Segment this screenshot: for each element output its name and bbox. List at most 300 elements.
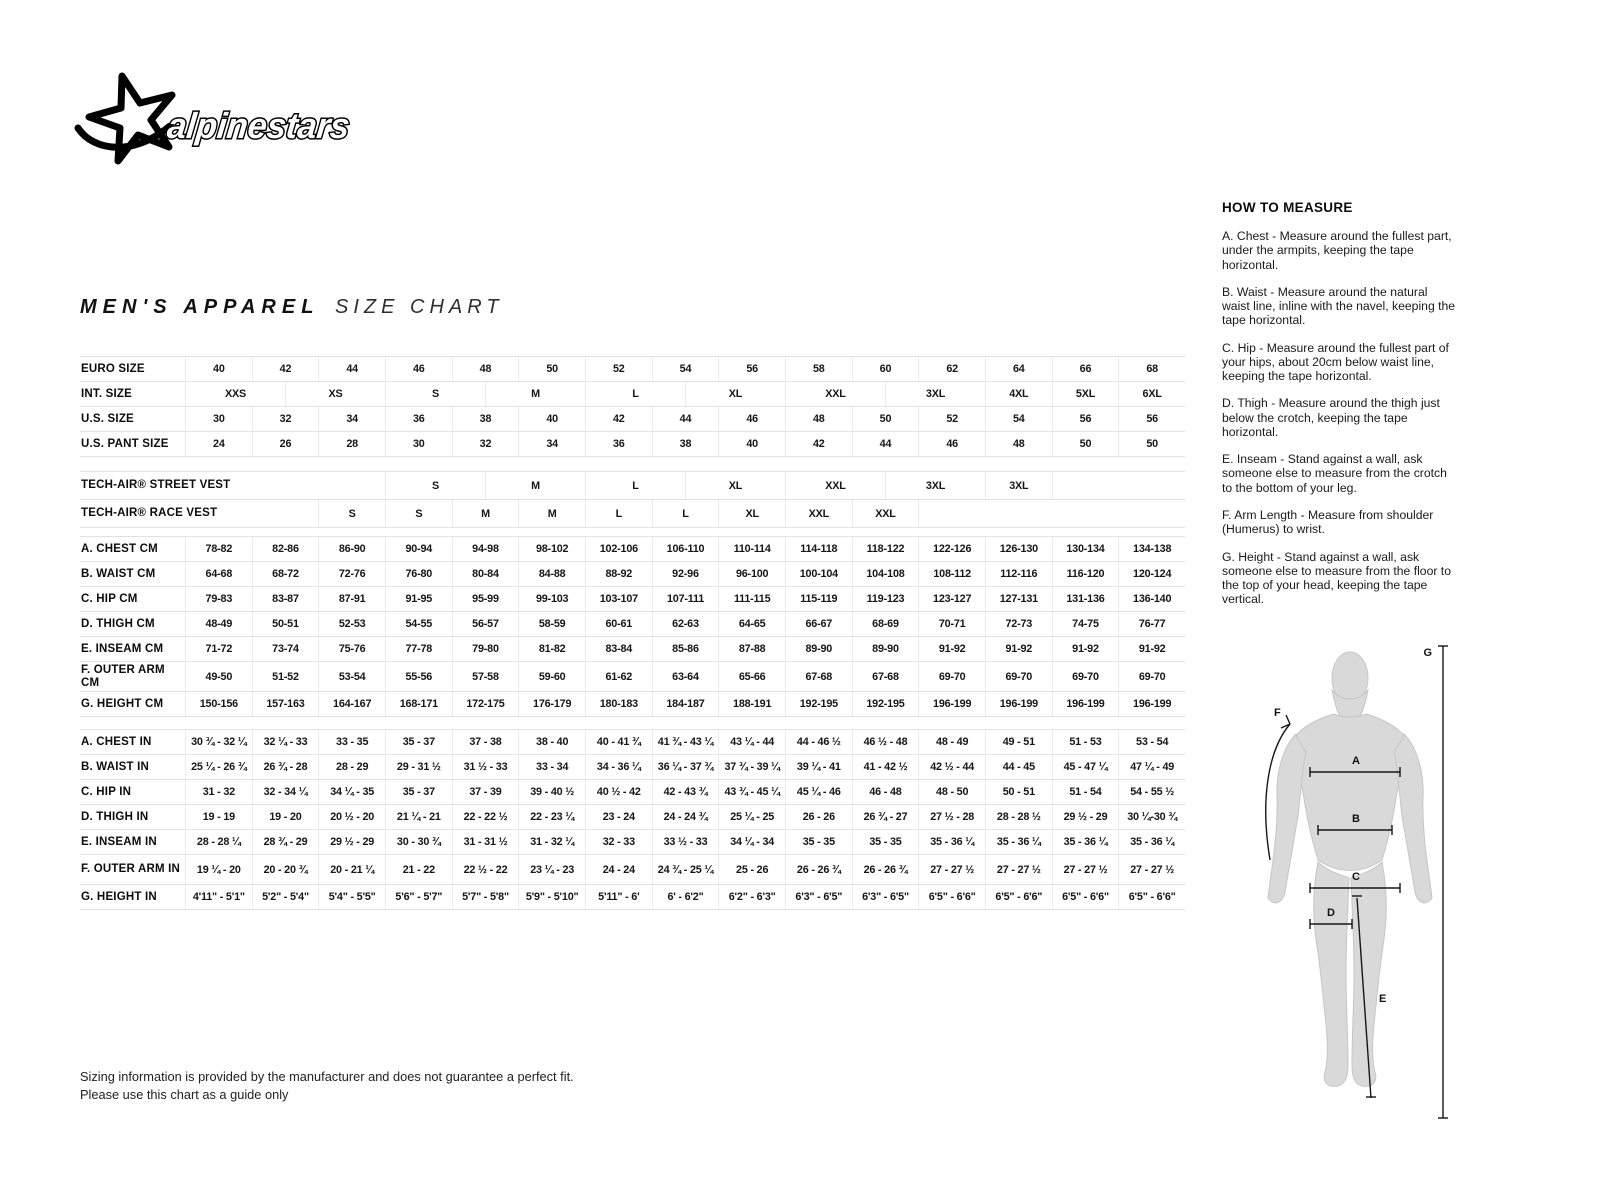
size-cell: 180-183 bbox=[585, 692, 652, 716]
size-cell: 46 bbox=[918, 432, 985, 456]
size-cell: 5'2" - 5'4" bbox=[252, 885, 319, 909]
size-cell: 31 ½ - 33 bbox=[452, 755, 519, 779]
row-label: E. INSEAM CM bbox=[81, 642, 164, 655]
row-label: A. CHEST CM bbox=[81, 542, 158, 555]
size-cell: 23 ¼ - 23 bbox=[518, 855, 585, 884]
size-cell: 104-108 bbox=[852, 562, 919, 586]
label-d: D bbox=[1327, 907, 1335, 919]
size-cell: 45 ¼ - 46 bbox=[785, 780, 852, 804]
size-cell: 88-92 bbox=[585, 562, 652, 586]
size-cell: 28 - 28 ½ bbox=[985, 805, 1052, 829]
size-cell: 28 - 28 ¼ bbox=[185, 830, 252, 854]
size-cell: 37 ¾ - 39 ¼ bbox=[718, 755, 785, 779]
size-cell: M bbox=[518, 500, 585, 527]
size-cell: 51 - 53 bbox=[1052, 730, 1119, 754]
size-cell: 50 bbox=[852, 407, 919, 431]
size-cell: 29 ½ - 29 bbox=[318, 830, 385, 854]
size-cell: 83-87 bbox=[252, 587, 319, 611]
row-label: D. THIGH CM bbox=[81, 617, 155, 630]
size-cell: 102-106 bbox=[585, 537, 652, 561]
size-cell: 30 bbox=[185, 407, 252, 431]
size-cell: 196-199 bbox=[1052, 692, 1119, 716]
size-cell: 35 - 36 ¼ bbox=[985, 830, 1052, 854]
row-label: E. INSEAM IN bbox=[81, 835, 157, 848]
size-cell: 168-171 bbox=[385, 692, 452, 716]
row-label: G. HEIGHT IN bbox=[81, 890, 157, 903]
table-row bbox=[80, 755, 1185, 780]
size-cell: 112-116 bbox=[985, 562, 1052, 586]
measure-instruction-inseam: E. Inseam - Stand against a wall, ask someone else to measure from the crotch to the bottom of your leg. bbox=[1222, 452, 1447, 495]
size-cell: 5'6" - 5'7" bbox=[385, 885, 452, 909]
table-row bbox=[80, 780, 1185, 805]
size-cell: 98-102 bbox=[518, 537, 585, 561]
measure-instruction-thigh: D. Thigh - Measure around the thigh just below the crotch, keeping the tape horizontal. bbox=[1222, 396, 1440, 439]
size-cell: L bbox=[652, 500, 719, 527]
label-a: A bbox=[1352, 755, 1360, 767]
size-cell: 28 - 29 bbox=[318, 755, 385, 779]
size-cell: 27 - 27 ½ bbox=[1052, 855, 1119, 884]
size-cell: 31 - 32 ¼ bbox=[518, 830, 585, 854]
size-cell: 172-175 bbox=[452, 692, 519, 716]
size-cell: 34 - 36 ¼ bbox=[585, 755, 652, 779]
size-cell: 85-86 bbox=[652, 637, 719, 661]
size-cell: 192-195 bbox=[785, 692, 852, 716]
size-cell: 76-80 bbox=[385, 562, 452, 586]
size-cell: 40 ½ - 42 bbox=[585, 780, 652, 804]
size-cell: 76-77 bbox=[1118, 612, 1185, 636]
size-cell: 48 bbox=[985, 432, 1052, 456]
size-cell: 6'3" - 6'5" bbox=[785, 885, 852, 909]
size-cell: 26 ¾ - 27 bbox=[852, 805, 919, 829]
table-row bbox=[80, 562, 1185, 587]
size-cell: 25 - 26 bbox=[718, 855, 785, 884]
size-cell: 40 bbox=[718, 432, 785, 456]
size-cell: 3XL bbox=[885, 472, 985, 499]
size-cell: 115-119 bbox=[785, 587, 852, 611]
size-cell: 107-111 bbox=[652, 587, 719, 611]
row-label: EURO SIZE bbox=[81, 362, 145, 375]
size-cell: 68 bbox=[1118, 357, 1185, 381]
row-label: D. THIGH IN bbox=[81, 810, 149, 823]
table-section-in bbox=[80, 729, 1185, 910]
size-cell: 92-96 bbox=[652, 562, 719, 586]
size-cell: 6'5" - 6'6" bbox=[918, 885, 985, 909]
size-cell: 4'11" - 5'1" bbox=[185, 885, 252, 909]
size-cell: L bbox=[585, 500, 652, 527]
table-row bbox=[80, 407, 1185, 432]
size-cell: 36 ¼ - 37 ¾ bbox=[652, 755, 719, 779]
size-cell: 50 bbox=[1052, 432, 1119, 456]
size-cell: 21 - 22 bbox=[385, 855, 452, 884]
size-cell: 99-103 bbox=[518, 587, 585, 611]
size-table bbox=[80, 356, 1185, 910]
size-cell: 6'5" - 6'6" bbox=[1052, 885, 1119, 909]
table-row bbox=[80, 612, 1185, 637]
size-cell: 48-49 bbox=[185, 612, 252, 636]
size-cell: M bbox=[485, 472, 585, 499]
size-cell: 66-67 bbox=[785, 612, 852, 636]
row-label: C. HIP IN bbox=[81, 785, 132, 798]
size-cell: XL bbox=[718, 500, 785, 527]
how-to-measure-title: HOW TO MEASURE bbox=[1222, 200, 1353, 215]
size-cell: 31 - 31 ½ bbox=[452, 830, 519, 854]
how-to-measure-panel bbox=[1222, 200, 1456, 620]
size-cell: 28 bbox=[318, 432, 385, 456]
size-cell: 27 - 27 ½ bbox=[985, 855, 1052, 884]
size-cell: 67-68 bbox=[852, 662, 919, 691]
row-label: TECH-AIR® STREET VEST bbox=[81, 479, 231, 492]
size-cell: 36 bbox=[585, 432, 652, 456]
size-cell: 42 ½ - 44 bbox=[918, 755, 985, 779]
size-cell: M bbox=[485, 382, 585, 406]
size-cell: 32 ¼ - 33 bbox=[252, 730, 319, 754]
size-cell: 79-83 bbox=[185, 587, 252, 611]
size-cell: 120-124 bbox=[1118, 562, 1185, 586]
size-cell: 64-68 bbox=[185, 562, 252, 586]
size-cell: 30 bbox=[385, 432, 452, 456]
size-cell: L bbox=[585, 382, 685, 406]
size-cell: 51-52 bbox=[252, 662, 319, 691]
size-cell: 42 bbox=[785, 432, 852, 456]
size-cell: 42 - 43 ¾ bbox=[652, 780, 719, 804]
size-cell: 119-123 bbox=[852, 587, 919, 611]
alpinestars-logo bbox=[72, 64, 362, 168]
size-cell: XL bbox=[685, 382, 785, 406]
size-cell: 38 bbox=[652, 432, 719, 456]
size-cell: 34 ¼ - 35 bbox=[318, 780, 385, 804]
size-cell: 68-72 bbox=[252, 562, 319, 586]
size-cell: 29 - 31 ½ bbox=[385, 755, 452, 779]
size-cell: 36 bbox=[385, 407, 452, 431]
table-row bbox=[80, 885, 1185, 910]
table-row bbox=[80, 692, 1185, 717]
size-cell: 32 - 34 ¼ bbox=[252, 780, 319, 804]
size-cell: 46 - 48 bbox=[852, 780, 919, 804]
size-cell: 122-126 bbox=[918, 537, 985, 561]
size-cell: 46 ½ - 48 bbox=[852, 730, 919, 754]
size-cell: 35 - 35 bbox=[852, 830, 919, 854]
size-cell: 24 - 24 bbox=[585, 855, 652, 884]
size-cell: 5'11" - 6' bbox=[585, 885, 652, 909]
table-row bbox=[80, 805, 1185, 830]
size-cell: 20 - 21 ¼ bbox=[318, 855, 385, 884]
disclaimer bbox=[80, 1068, 574, 1104]
size-cell: 61-62 bbox=[585, 662, 652, 691]
size-cell: 116-120 bbox=[1052, 562, 1119, 586]
row-label: F. OUTER ARM IN bbox=[81, 863, 181, 876]
size-cell: 3XL bbox=[885, 382, 985, 406]
size-cell: XL bbox=[685, 472, 785, 499]
size-cell: 44 bbox=[652, 407, 719, 431]
table-row bbox=[80, 500, 1185, 528]
size-cell: 114-118 bbox=[785, 537, 852, 561]
empty-cell bbox=[918, 500, 1185, 527]
size-cell: 77-78 bbox=[385, 637, 452, 661]
table-row bbox=[80, 357, 1185, 382]
size-cell: S bbox=[385, 472, 485, 499]
size-cell: 47 ¼ - 49 bbox=[1118, 755, 1185, 779]
size-cell: M bbox=[452, 500, 519, 527]
row-label: TECH-AIR® RACE VEST bbox=[81, 507, 218, 520]
row-label: B. WAIST IN bbox=[81, 760, 150, 773]
measure-instruction-height: G. Height - Stand against a wall, ask someone else to measure from the floor to the top of your head, keeping the tape vertical. bbox=[1222, 549, 1451, 607]
table-row bbox=[80, 855, 1185, 885]
row-label: U.S. PANT SIZE bbox=[81, 437, 169, 450]
size-cell: 86-90 bbox=[318, 537, 385, 561]
size-cell: 20 ½ - 20 bbox=[318, 805, 385, 829]
size-cell: 58-59 bbox=[518, 612, 585, 636]
size-cell: 127-131 bbox=[985, 587, 1052, 611]
size-cell: 79-80 bbox=[452, 637, 519, 661]
size-cell: 22 - 22 ½ bbox=[452, 805, 519, 829]
table-section-cm bbox=[80, 536, 1185, 717]
size-cell: S bbox=[318, 500, 385, 527]
size-cell: 71-72 bbox=[185, 637, 252, 661]
size-cell: 41 ¾ - 43 ¼ bbox=[652, 730, 719, 754]
size-cell: 27 ½ - 28 bbox=[918, 805, 985, 829]
size-cell: 5'9" - 5'10" bbox=[518, 885, 585, 909]
size-cell: 56-57 bbox=[452, 612, 519, 636]
size-cell: 48 - 49 bbox=[918, 730, 985, 754]
size-cell: 33 - 34 bbox=[518, 755, 585, 779]
size-cell: 164-167 bbox=[318, 692, 385, 716]
body-measurement-diagram bbox=[1230, 620, 1480, 1130]
size-cell: 110-114 bbox=[718, 537, 785, 561]
size-cell: XXL bbox=[852, 500, 919, 527]
size-cell: 38 - 40 bbox=[518, 730, 585, 754]
size-cell: 91-92 bbox=[1052, 637, 1119, 661]
size-cell: 30 - 30 ¾ bbox=[385, 830, 452, 854]
size-cell: 37 - 39 bbox=[452, 780, 519, 804]
measure-instruction-hip: C. Hip - Measure around the fullest part of your hips, about 20cm below waist line, keeping the tape horizontal. bbox=[1222, 340, 1449, 384]
size-cell: 89-90 bbox=[852, 637, 919, 661]
size-cell: 3XL bbox=[985, 472, 1052, 499]
size-cell: 35 - 36 ¼ bbox=[1118, 830, 1185, 854]
size-cell: XXS bbox=[185, 382, 285, 406]
size-cell: 196-199 bbox=[1118, 692, 1185, 716]
label-b: B bbox=[1352, 813, 1360, 825]
size-cell: 96-100 bbox=[718, 562, 785, 586]
size-cell: 6'2" - 6'3" bbox=[718, 885, 785, 909]
size-cell: XXL bbox=[785, 472, 885, 499]
size-cell: 27 - 27 ½ bbox=[1118, 855, 1185, 884]
size-cell: 43 ¾ - 45 ¼ bbox=[718, 780, 785, 804]
size-cell: 176-179 bbox=[518, 692, 585, 716]
size-cell: 157-163 bbox=[252, 692, 319, 716]
size-cell: 69-70 bbox=[985, 662, 1052, 691]
page-title-secondary: SIZE CHART bbox=[335, 296, 504, 318]
size-cell: 57-58 bbox=[452, 662, 519, 691]
size-cell: 34 ¼ - 34 bbox=[718, 830, 785, 854]
size-cell: 26 - 26 bbox=[785, 805, 852, 829]
size-cell: 42 bbox=[252, 357, 319, 381]
empty-cell bbox=[1052, 472, 1185, 499]
size-cell: 27 - 27 ½ bbox=[918, 855, 985, 884]
size-cell: 43 ¼ - 44 bbox=[718, 730, 785, 754]
size-cell: 29 ½ - 29 bbox=[1052, 805, 1119, 829]
size-cell: 72-76 bbox=[318, 562, 385, 586]
page-title-primary: MEN'S APPAREL bbox=[80, 296, 320, 318]
size-cell: 50 bbox=[1118, 432, 1185, 456]
table-row bbox=[80, 537, 1185, 562]
size-cell: 94-98 bbox=[452, 537, 519, 561]
size-cell: 70-71 bbox=[918, 612, 985, 636]
size-cell: 25 ¼ - 26 ¾ bbox=[185, 755, 252, 779]
size-cell: 95-99 bbox=[452, 587, 519, 611]
size-cell: 5'4" - 5'5" bbox=[318, 885, 385, 909]
disclaimer-line-1: Sizing information is provided by the manufacturer and does not guarantee a perfect fit. bbox=[80, 1069, 574, 1084]
table-row bbox=[80, 830, 1185, 855]
size-cell: 44 bbox=[852, 432, 919, 456]
size-cell: 34 bbox=[318, 407, 385, 431]
size-cell: 52-53 bbox=[318, 612, 385, 636]
size-cell: 35 - 35 bbox=[785, 830, 852, 854]
label-e: E bbox=[1379, 993, 1387, 1005]
size-cell: 6'5" - 6'6" bbox=[985, 885, 1052, 909]
size-cell: 49-50 bbox=[185, 662, 252, 691]
size-cell: 39 ¼ - 41 bbox=[785, 755, 852, 779]
size-cell: 45 - 47 ¼ bbox=[1052, 755, 1119, 779]
table-row bbox=[80, 382, 1185, 407]
row-label: U.S. SIZE bbox=[81, 412, 134, 425]
size-cell: 64-65 bbox=[718, 612, 785, 636]
size-cell: 30 ¾ - 32 ¼ bbox=[185, 730, 252, 754]
size-cell: 6' - 6'2" bbox=[652, 885, 719, 909]
size-cell: 40 - 41 ¾ bbox=[585, 730, 652, 754]
page-title bbox=[80, 296, 504, 319]
table-row bbox=[80, 587, 1185, 612]
size-cell: 73-74 bbox=[252, 637, 319, 661]
size-cell: 44 - 46 ½ bbox=[785, 730, 852, 754]
height-measure-line bbox=[1438, 646, 1448, 1118]
size-cell: 25 ¼ - 25 bbox=[718, 805, 785, 829]
size-cell: XXL bbox=[785, 382, 885, 406]
size-cell: 91-95 bbox=[385, 587, 452, 611]
size-cell: 41 - 42 ½ bbox=[852, 755, 919, 779]
size-cell: 72-73 bbox=[985, 612, 1052, 636]
size-cell: 63-64 bbox=[652, 662, 719, 691]
size-cell: 30 ¼-30 ¾ bbox=[1118, 805, 1185, 829]
size-cell: 4XL bbox=[985, 382, 1052, 406]
size-cell: 6XL bbox=[1118, 382, 1185, 406]
size-cell: 108-112 bbox=[918, 562, 985, 586]
size-cell: 37 - 38 bbox=[452, 730, 519, 754]
size-cell: 89-90 bbox=[785, 637, 852, 661]
size-cell: 22 ½ - 22 bbox=[452, 855, 519, 884]
size-cell: 50 - 51 bbox=[985, 780, 1052, 804]
size-cell: 24 - 24 ¾ bbox=[652, 805, 719, 829]
size-cell: 69-70 bbox=[918, 662, 985, 691]
disclaimer-line-2: Please use this chart as a guide only bbox=[80, 1086, 289, 1102]
size-cell: 33 ½ - 33 bbox=[652, 830, 719, 854]
size-cell: 32 bbox=[452, 432, 519, 456]
size-cell: 56 bbox=[1052, 407, 1119, 431]
size-cell: 58 bbox=[785, 357, 852, 381]
size-cell: 68-69 bbox=[852, 612, 919, 636]
size-cell: 48 - 50 bbox=[918, 780, 985, 804]
table-row bbox=[80, 637, 1185, 662]
size-cell: 87-88 bbox=[718, 637, 785, 661]
size-cell: 33 - 35 bbox=[318, 730, 385, 754]
size-cell: 39 - 40 ½ bbox=[518, 780, 585, 804]
size-cell: 126-130 bbox=[985, 537, 1052, 561]
size-cell: 24 bbox=[185, 432, 252, 456]
size-cell: 5XL bbox=[1052, 382, 1119, 406]
size-cell: 48 bbox=[452, 357, 519, 381]
size-cell: 83-84 bbox=[585, 637, 652, 661]
size-cell: 50 bbox=[518, 357, 585, 381]
alpinestars-star-icon bbox=[78, 76, 172, 161]
size-cell: 32 - 33 bbox=[585, 830, 652, 854]
size-cell: 53-54 bbox=[318, 662, 385, 691]
table-row bbox=[80, 730, 1185, 755]
label-g: G bbox=[1423, 647, 1432, 659]
size-cell: 26 - 26 ¾ bbox=[852, 855, 919, 884]
size-cell: 103-107 bbox=[585, 587, 652, 611]
size-cell: 20 - 20 ¾ bbox=[252, 855, 319, 884]
size-cell: 40 bbox=[518, 407, 585, 431]
size-cell: 26 bbox=[252, 432, 319, 456]
size-cell: 6'5" - 6'6" bbox=[1118, 885, 1185, 909]
size-cell: 50-51 bbox=[252, 612, 319, 636]
size-cell: 34 bbox=[518, 432, 585, 456]
size-cell: 56 bbox=[1118, 407, 1185, 431]
size-cell: 24 ¾ - 25 ¼ bbox=[652, 855, 719, 884]
size-cell: 150-156 bbox=[185, 692, 252, 716]
size-cell: 69-70 bbox=[1118, 662, 1185, 691]
size-cell: 66 bbox=[1052, 357, 1119, 381]
size-cell: 67-68 bbox=[785, 662, 852, 691]
size-cell: 100-104 bbox=[785, 562, 852, 586]
size-cell: S bbox=[385, 382, 485, 406]
size-cell: 69-70 bbox=[1052, 662, 1119, 691]
size-cell: 51 - 54 bbox=[1052, 780, 1119, 804]
size-cell: 5'7" - 5'8" bbox=[452, 885, 519, 909]
size-cell: 32 bbox=[252, 407, 319, 431]
size-cell: 42 bbox=[585, 407, 652, 431]
size-cell: 123-127 bbox=[918, 587, 985, 611]
empty-cell bbox=[185, 500, 318, 527]
size-cell: 22 - 23 ¼ bbox=[518, 805, 585, 829]
size-cell: 111-115 bbox=[718, 587, 785, 611]
size-cell: 53 - 54 bbox=[1118, 730, 1185, 754]
size-cell: 56 bbox=[718, 357, 785, 381]
size-cell: 106-110 bbox=[652, 537, 719, 561]
size-cell: 52 bbox=[585, 357, 652, 381]
size-cell: 74-75 bbox=[1052, 612, 1119, 636]
size-cell: 54 bbox=[985, 407, 1052, 431]
size-cell: 134-138 bbox=[1118, 537, 1185, 561]
size-cell: 60 bbox=[852, 357, 919, 381]
size-cell: 82-86 bbox=[252, 537, 319, 561]
row-label: INT. SIZE bbox=[81, 387, 133, 400]
table-row bbox=[80, 432, 1185, 457]
size-cell: 118-122 bbox=[852, 537, 919, 561]
size-cell: 46 bbox=[385, 357, 452, 381]
row-label: C. HIP CM bbox=[81, 592, 138, 605]
size-cell: 48 bbox=[785, 407, 852, 431]
measure-instruction-arm: F. Arm Length - Measure from shoulder (Humerus) to wrist. bbox=[1222, 507, 1434, 537]
size-cell: 54-55 bbox=[385, 612, 452, 636]
table-row bbox=[80, 662, 1185, 692]
size-cell: 19 - 20 bbox=[252, 805, 319, 829]
size-cell: XS bbox=[285, 382, 385, 406]
size-cell: XXL bbox=[785, 500, 852, 527]
row-label: F. OUTER ARM CM bbox=[81, 664, 165, 689]
body-silhouette bbox=[1268, 652, 1432, 1086]
size-cell: 60-61 bbox=[585, 612, 652, 636]
table-section-sizes bbox=[80, 356, 1185, 457]
